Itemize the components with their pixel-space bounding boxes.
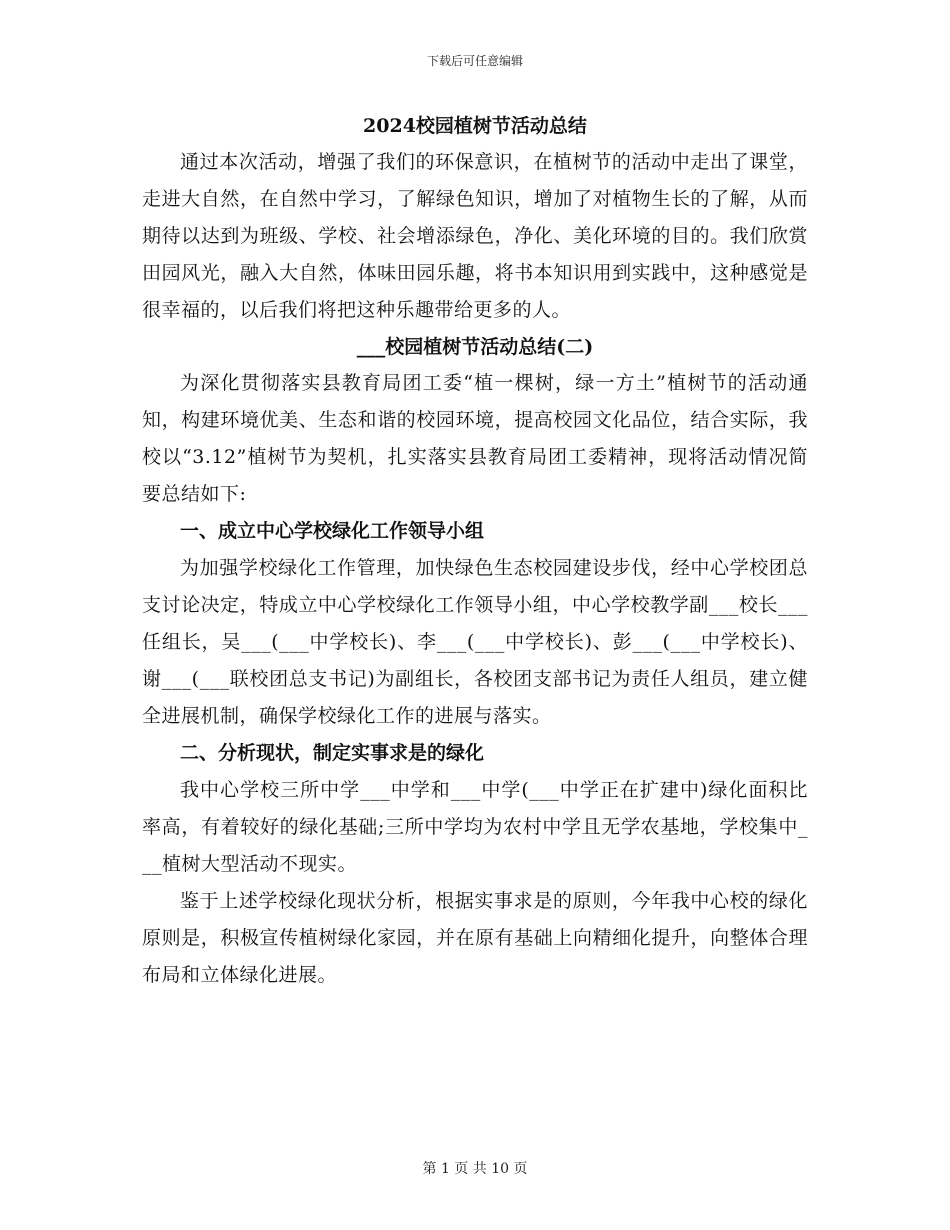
paragraph-leadership: 为加强学校绿化工作管理，加快绿色生态校园建设步伐，经中心学校团总支讨论决定，特成立中心学校绿化工作领导小组，中心学校教学副___校长___任组长，吴___(___中学校长)、李___(___中学校长)、彭___(___中学校长)、谢___(___联校团总支书记)为副组长，各校团支部书记为责任人组员，建立健全进展机制，确保学校绿化工作的进展与落实。 — [142, 557, 808, 727]
document-body — [142, 108, 808, 994]
paragraph-current-status: 我中心学校三所中学___中学和___中学(___中学正在扩建中)绿化面积比率高，有着较好的绿化基础;三所中学均为农村中学且无学农基地，学校集中___植树大型活动不现实。 — [142, 779, 808, 875]
heading-leadership-group: 一、成立中心学校绿化工作领导小组 — [180, 520, 485, 542]
page-header-note: 下载后可任意编辑 — [426, 54, 523, 68]
page-number-footer: 第 1 页 共 10 页 — [422, 1161, 528, 1177]
section-subtitle: ___校园植树节活动总结(二) — [356, 336, 594, 358]
heading-analysis: 二、分析现状，制定实事求是的绿化 — [180, 742, 485, 764]
document-title: 2024校园植树节活动总结 — [363, 115, 587, 137]
paragraph-overview: 为深化贯彻落实县教育局团工委“植一棵树，绿一方土”植树节的活动通知，构建环境优美、生态和谐的校园环境，提高校园文化品位，结合实际，我校以“3.12”植树节为契机，扎实落实县教育局团工委精神，现将活动情况简要总结如下: — [142, 372, 808, 505]
paragraph-principle: 鉴于上述学校绿化现状分析，根据实事求是的原则，今年我中心校的绿化原则是，积极宣传植树绿化家园，并在原有基础上向精细化提升，向整体合理布局和立体绿化进展。 — [142, 890, 808, 986]
paragraph-intro: 通过本次活动，增强了我们的环保意识，在植树节的活动中走出了课堂，走进大自然，在自然中学习，了解绿色知识，增加了对植物生长的了解，从而期待以达到为班级、学校、社会增添绿色，净化、美化环境的目的。我们欣赏田园风光，融入大自然，体味田园乐趣，将书本知识用到实践中，这种感觉是很幸福的，以后我们将把这种乐趣带给更多的人。 — [142, 151, 808, 321]
